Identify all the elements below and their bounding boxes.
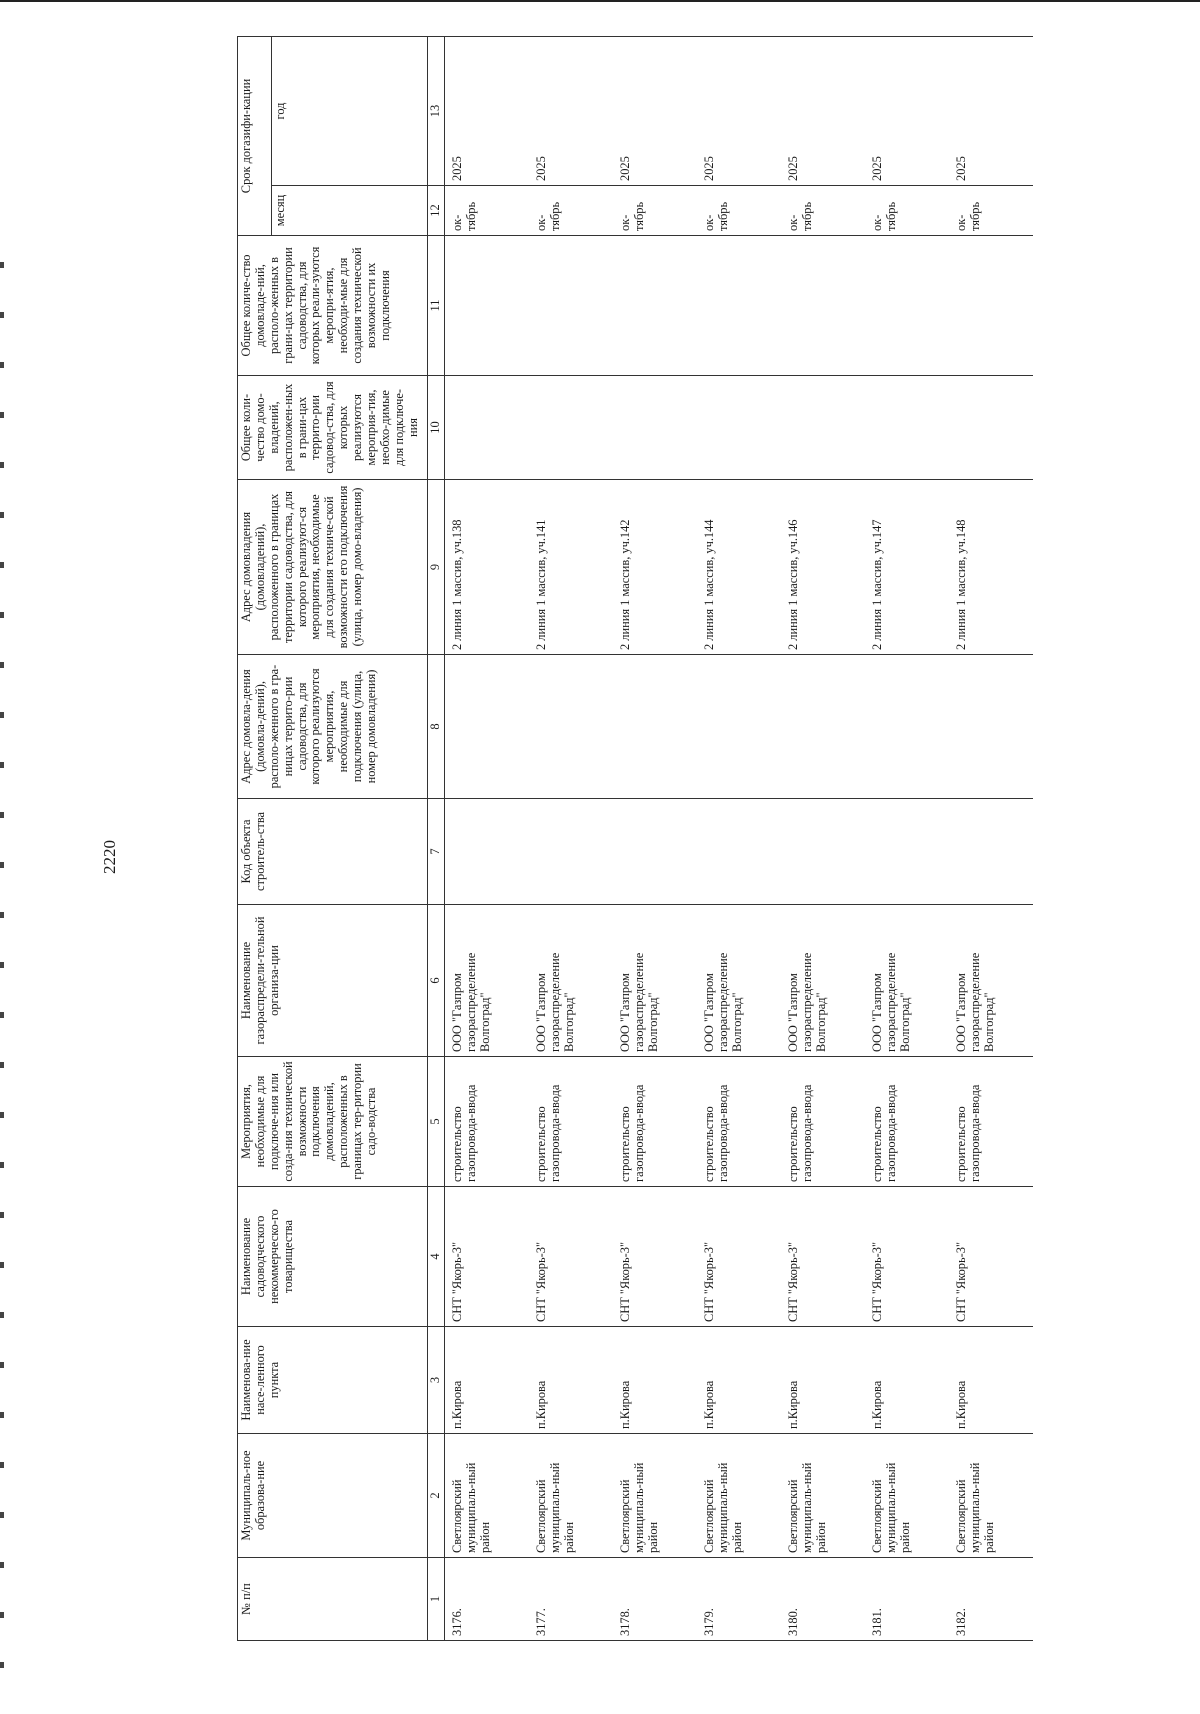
header-measures: Мероприятия, необходимые для подключе-ния или созда-ния технической возможности подключения домовладений, расположенных в границах тер-ритории садо-водства xyxy=(238,1057,428,1187)
cell-measures: строительство газопровода-ввода xyxy=(613,1057,697,1187)
cell-snt-name: СНТ "Якорь-3" xyxy=(445,1187,530,1327)
cell-year: 2025 xyxy=(445,36,530,185)
header-deadline: Срок догазифи-кации xyxy=(238,36,272,235)
cell-gas-organization: ООО "Газпром газораспределение Волгоград" xyxy=(697,905,781,1057)
column-number: 1 xyxy=(428,1558,445,1641)
cell-year: 2025 xyxy=(697,36,781,185)
cell-month: ок-тябрь xyxy=(697,186,781,236)
column-number: 8 xyxy=(428,655,445,799)
header-row-number: № п/п xyxy=(238,1558,428,1641)
cell-address-connection xyxy=(781,655,865,799)
header-municipality: Муниципаль-ное образова-ние xyxy=(238,1434,428,1558)
column-number: 11 xyxy=(428,236,445,376)
column-number: 3 xyxy=(428,1327,445,1434)
column-number: 7 xyxy=(428,799,445,905)
cell-measures: строительство газопровода-ввода xyxy=(445,1057,530,1187)
cell-gas-organization: ООО "Газпром газораспределение Волгоград" xyxy=(949,905,1033,1057)
cell-municipality: Светлоярский муниципаль-ный район xyxy=(865,1434,949,1558)
register-table-rotated xyxy=(237,37,1107,1641)
cell-object-code xyxy=(445,799,530,905)
cell-object-code xyxy=(781,799,865,905)
header-year: год xyxy=(272,36,428,185)
cell-gas-organization: ООО "Газпром газораспределение Волгоград" xyxy=(613,905,697,1057)
cell-row-number: 3181. xyxy=(865,1558,949,1641)
cell-gas-organization: ООО "Газпром газораспределение Волгоград" xyxy=(529,905,613,1057)
cell-address-connection xyxy=(697,655,781,799)
cell-month: ок-тябрь xyxy=(949,186,1033,236)
cell-object-code xyxy=(529,799,613,905)
cell-object-code xyxy=(865,799,949,905)
cell-snt-name: СНТ "Якорь-3" xyxy=(613,1187,697,1327)
cell-settlement: п.Кирова xyxy=(529,1327,613,1434)
cell-municipality: Светлоярский муниципаль-ный район xyxy=(529,1434,613,1558)
cell-year: 2025 xyxy=(865,36,949,185)
cell-count-connection xyxy=(445,376,530,480)
cell-municipality: Светлоярский муниципаль-ный район xyxy=(697,1434,781,1558)
header-snt-name: Наименование садоводческого некоммерческо-го товарищества xyxy=(238,1187,428,1327)
cell-count-technical xyxy=(865,236,949,376)
table-row xyxy=(781,36,865,1640)
column-number: 6 xyxy=(428,905,445,1057)
cell-measures: строительство газопровода-ввода xyxy=(865,1057,949,1187)
cell-address-technical: 2 линия 1 массив, уч.138 xyxy=(445,480,530,655)
cell-municipality: Светлоярский муниципаль-ный район xyxy=(949,1434,1033,1558)
cell-count-connection xyxy=(781,376,865,480)
table-row xyxy=(445,36,530,1640)
column-number: 4 xyxy=(428,1187,445,1327)
column-number-row xyxy=(428,36,445,1640)
cell-settlement: п.Кирова xyxy=(697,1327,781,1434)
cell-row-number: 3179. xyxy=(697,1558,781,1641)
cell-row-number: 3182. xyxy=(949,1558,1033,1641)
header-count-connection: Общее коли-чество домо-владений, расположен-ных в грани-цах террито-рии садовод-ства, для которых реализуются мероприя-тия, необхо-димые для подключе-ния xyxy=(238,376,428,480)
cell-snt-name: СНТ "Якорь-3" xyxy=(949,1187,1033,1327)
cell-snt-name: СНТ "Якорь-3" xyxy=(529,1187,613,1327)
table-body xyxy=(445,36,1034,1640)
cell-municipality: Светлоярский муниципаль-ный район xyxy=(613,1434,697,1558)
cell-address-connection xyxy=(529,655,613,799)
cell-month: ок-тябрь xyxy=(781,186,865,236)
cell-address-technical: 2 линия 1 массив, уч.141 xyxy=(529,480,613,655)
cell-count-technical xyxy=(697,236,781,376)
cell-year: 2025 xyxy=(529,36,613,185)
cell-row-number: 3176. xyxy=(445,1558,530,1641)
cell-count-connection xyxy=(613,376,697,480)
cell-measures: строительство газопровода-ввода xyxy=(697,1057,781,1187)
cell-month: ок-тябрь xyxy=(445,186,530,236)
cell-count-connection xyxy=(529,376,613,480)
cell-row-number: 3178. xyxy=(613,1558,697,1641)
cell-measures: строительство газопровода-ввода xyxy=(781,1057,865,1187)
gasification-register-table xyxy=(237,36,1033,1641)
cell-count-connection xyxy=(697,376,781,480)
cell-count-technical xyxy=(949,236,1033,376)
table-row xyxy=(697,36,781,1640)
header-address-connection: Адрес домовла-дения (домовла-дений), располо-женного в гра-ницах террито-рии садоводства, для которого реализуются мероприятия, необходимые для подключения (улица, номер домовладения) xyxy=(238,655,428,799)
cell-address-connection xyxy=(445,655,530,799)
cell-snt-name: СНТ "Якорь-3" xyxy=(865,1187,949,1327)
column-number: 5 xyxy=(428,1057,445,1187)
cell-object-code xyxy=(949,799,1033,905)
cell-address-technical: 2 линия 1 массив, уч.144 xyxy=(697,480,781,655)
header-gas-organization: Наименование газораспредели-тельной организа-ции xyxy=(238,905,428,1057)
column-number: 2 xyxy=(428,1434,445,1558)
cell-address-technical: 2 линия 1 массив, уч.147 xyxy=(865,480,949,655)
cell-gas-organization: ООО "Газпром газораспределение Волгоград" xyxy=(445,905,530,1057)
cell-municipality: Светлоярский муниципаль-ный район xyxy=(781,1434,865,1558)
cell-gas-organization: ООО "Газпром газораспределение Волгоград" xyxy=(865,905,949,1057)
cell-object-code xyxy=(697,799,781,905)
cell-count-connection xyxy=(949,376,1033,480)
cell-count-technical xyxy=(445,236,530,376)
cell-municipality: Светлоярский муниципаль-ный район xyxy=(445,1434,530,1558)
cell-month: ок-тябрь xyxy=(865,186,949,236)
cell-measures: строительство газопровода-ввода xyxy=(529,1057,613,1187)
table-row xyxy=(865,36,949,1640)
scan-margin-marks xyxy=(0,0,4,1714)
cell-row-number: 3180. xyxy=(781,1558,865,1641)
header-settlement: Наименова-ние насе-ленного пункта xyxy=(238,1327,428,1434)
cell-gas-organization: ООО "Газпром газораспределение Волгоград" xyxy=(781,905,865,1057)
cell-year: 2025 xyxy=(949,36,1033,185)
table-header xyxy=(238,36,445,1640)
cell-address-technical: 2 линия 1 массив, уч.142 xyxy=(613,480,697,655)
cell-object-code xyxy=(613,799,697,905)
cell-count-technical xyxy=(781,236,865,376)
cell-row-number: 3177. xyxy=(529,1558,613,1641)
top-border-line xyxy=(0,0,1200,2)
cell-month: ок-тябрь xyxy=(613,186,697,236)
cell-settlement: п.Кирова xyxy=(781,1327,865,1434)
cell-address-connection xyxy=(865,655,949,799)
cell-address-technical: 2 линия 1 массив, уч.146 xyxy=(781,480,865,655)
cell-address-connection xyxy=(613,655,697,799)
table-row xyxy=(529,36,613,1640)
cell-year: 2025 xyxy=(781,36,865,185)
page-number: 2220 xyxy=(100,840,119,874)
cell-count-technical xyxy=(529,236,613,376)
cell-month: ок-тябрь xyxy=(529,186,613,236)
cell-settlement: п.Кирова xyxy=(445,1327,530,1434)
header-object-code: Код объекта строитель-ства xyxy=(238,799,428,905)
cell-address-connection xyxy=(949,655,1033,799)
cell-settlement: п.Кирова xyxy=(865,1327,949,1434)
cell-count-connection xyxy=(865,376,949,480)
cell-measures: строительство газопровода-ввода xyxy=(949,1057,1033,1187)
header-month: месяц xyxy=(272,186,428,236)
table-row xyxy=(613,36,697,1640)
cell-snt-name: СНТ "Якорь-3" xyxy=(781,1187,865,1327)
cell-snt-name: СНТ "Якорь-3" xyxy=(697,1187,781,1327)
column-number: 9 xyxy=(428,480,445,655)
column-number: 10 xyxy=(428,376,445,480)
cell-address-technical: 2 линия 1 массив, уч.148 xyxy=(949,480,1033,655)
cell-settlement: п.Кирова xyxy=(949,1327,1033,1434)
cell-settlement: п.Кирова xyxy=(613,1327,697,1434)
cell-year: 2025 xyxy=(613,36,697,185)
table-row xyxy=(949,36,1033,1640)
column-number: 12 xyxy=(428,186,445,236)
cell-count-technical xyxy=(613,236,697,376)
column-number: 13 xyxy=(428,36,445,185)
header-address-technical: Адрес домовладения (домовладений), расположенного в границах территории садоводства, для которого реализуют-ся мероприятия, необходимые для создания техниче-ской возможности его подключения (улица, номер домо-владения) xyxy=(238,480,428,655)
header-count-technical: Общее количе-ство домовладе-ний, располо-женных в грани-цах территории садоводства, для которых реали-зуются меропри-ятия, необходи-мые для создания технической возможности их подключения xyxy=(238,236,428,376)
